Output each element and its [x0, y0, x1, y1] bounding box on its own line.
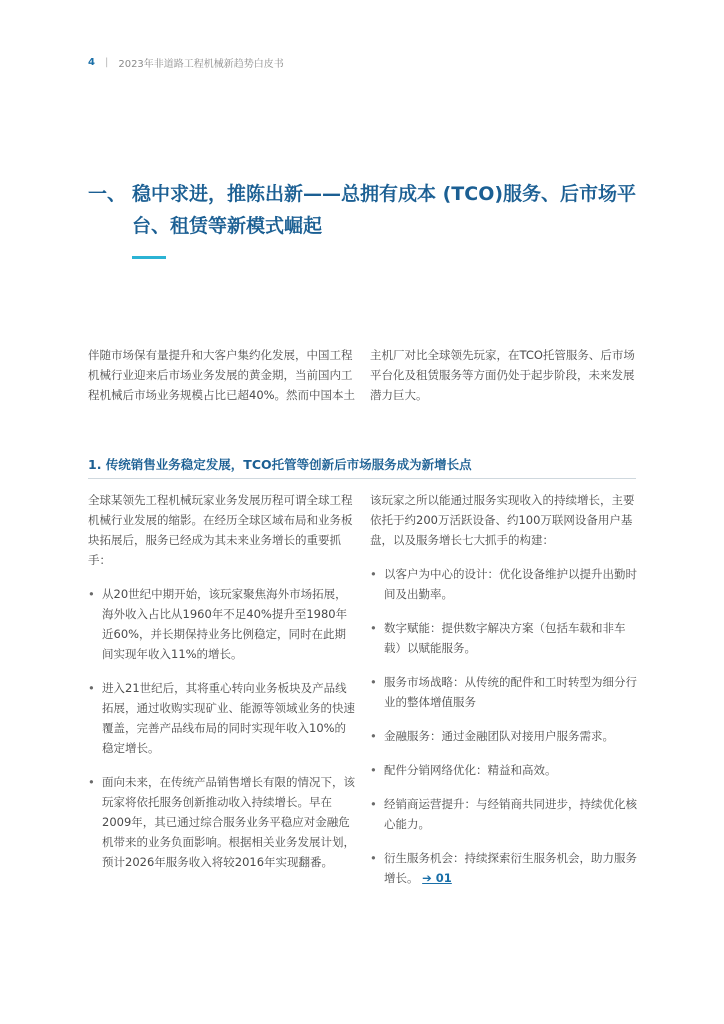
left-bullet-list — [88, 584, 356, 872]
list-item: • 以客户为中心的设计：优化设备维护以提升出勤时间及出勤率。 — [370, 564, 638, 604]
reference-link[interactable]: ➔ 01 — [422, 871, 452, 885]
right-bullet-list — [370, 564, 638, 888]
left-paragraph: 全球某领先工程机械玩家业务发展历程可谓全球工程机械行业发展的缩影。在经历全球区域布局和业务板块拓展后，服务已经成为其未来业务增长的重要抓手： — [88, 493, 353, 567]
list-item: • 金融服务：通过金融团队对接用户服务需求。 — [370, 726, 638, 746]
section-divider — [88, 478, 636, 479]
list-item — [370, 848, 638, 888]
header-separator: | — [104, 57, 109, 68]
section-heading: 1. 传统销售业务稳定发展，TCO托管等创新后市场服务成为新增长点 — [88, 457, 472, 472]
chapter-title-text: 稳中求进，推陈出新——总拥有成本 (TCO)服务、后市场平台、租赁等新模式崛起 — [132, 183, 637, 237]
list-item-text: 衍生服务机会：持续探索衍生服务机会，助力服务增长。 — [384, 851, 637, 885]
body-left-column — [88, 490, 356, 886]
intro-right-column: 主机厂对比全球领先玩家，在TCO托管服务、后市场平台化及租赁服务等方面仍处于起步阶段，未来发展潜力巨大。 — [370, 348, 635, 402]
list-item: • 数字赋能：提供数字解决方案（包括车载和非车载）以赋能服务。 — [370, 618, 638, 658]
list-item: • 经销商运营提升：与经销商共同进步，持续优化核心能力。 — [370, 794, 638, 834]
list-item: • 服务市场战略：从传统的配件和工时转型为细分行业的整体增值服务 — [370, 672, 638, 712]
right-paragraph: 该玩家之所以能通过服务实现收入的持续增长，主要依托于约200万活跃设备、约100万联网设备用户基盘，以及服务增长七大抓手的构建： — [370, 493, 635, 547]
chapter-number: 一、 — [88, 183, 127, 205]
list-item: • 从20世纪中期开始，该玩家聚焦海外市场拓展，海外收入占比从1960年不足40%提升至1980年近60%，并长期保持业务比例稳定，同时在此期间实现年收入11%的增长。 — [88, 584, 356, 664]
body-right-column — [370, 490, 638, 902]
list-item: • 进入21世纪后，其将重心转向业务板块及产品线拓展，通过收购实现矿业、能源等领域业务的快速覆盖，完善产品线布局的同时实现年收入10%的稳定增长。 — [88, 678, 356, 758]
list-item: • 面向未来，在传统产品销售增长有限的情况下，该玩家将依托服务创新推动收入持续增长。早在2009年，其已通过综合服务业务平稳应对金融危机带来的业务负面影响。根据相关业务发展计划，预计2026年服务收入将较2016年实现翻番。 — [88, 772, 356, 872]
chapter-title — [88, 178, 648, 242]
document-title: 2023年非道路工程机械新趋势白皮书 — [118, 59, 284, 70]
page-number: 4 — [88, 57, 95, 68]
page-header — [88, 55, 284, 70]
intro-left-column: 伴随市场保有量提升和大客户集约化发展，中国工程机械行业迎来后市场业务发展的黄金期，当前国内工程机械后市场业务规模占比已超40%。然而中国本土 — [88, 348, 356, 402]
title-underline — [132, 256, 166, 259]
list-item: • 配件分销网络优化：精益和高效。 — [370, 760, 638, 780]
